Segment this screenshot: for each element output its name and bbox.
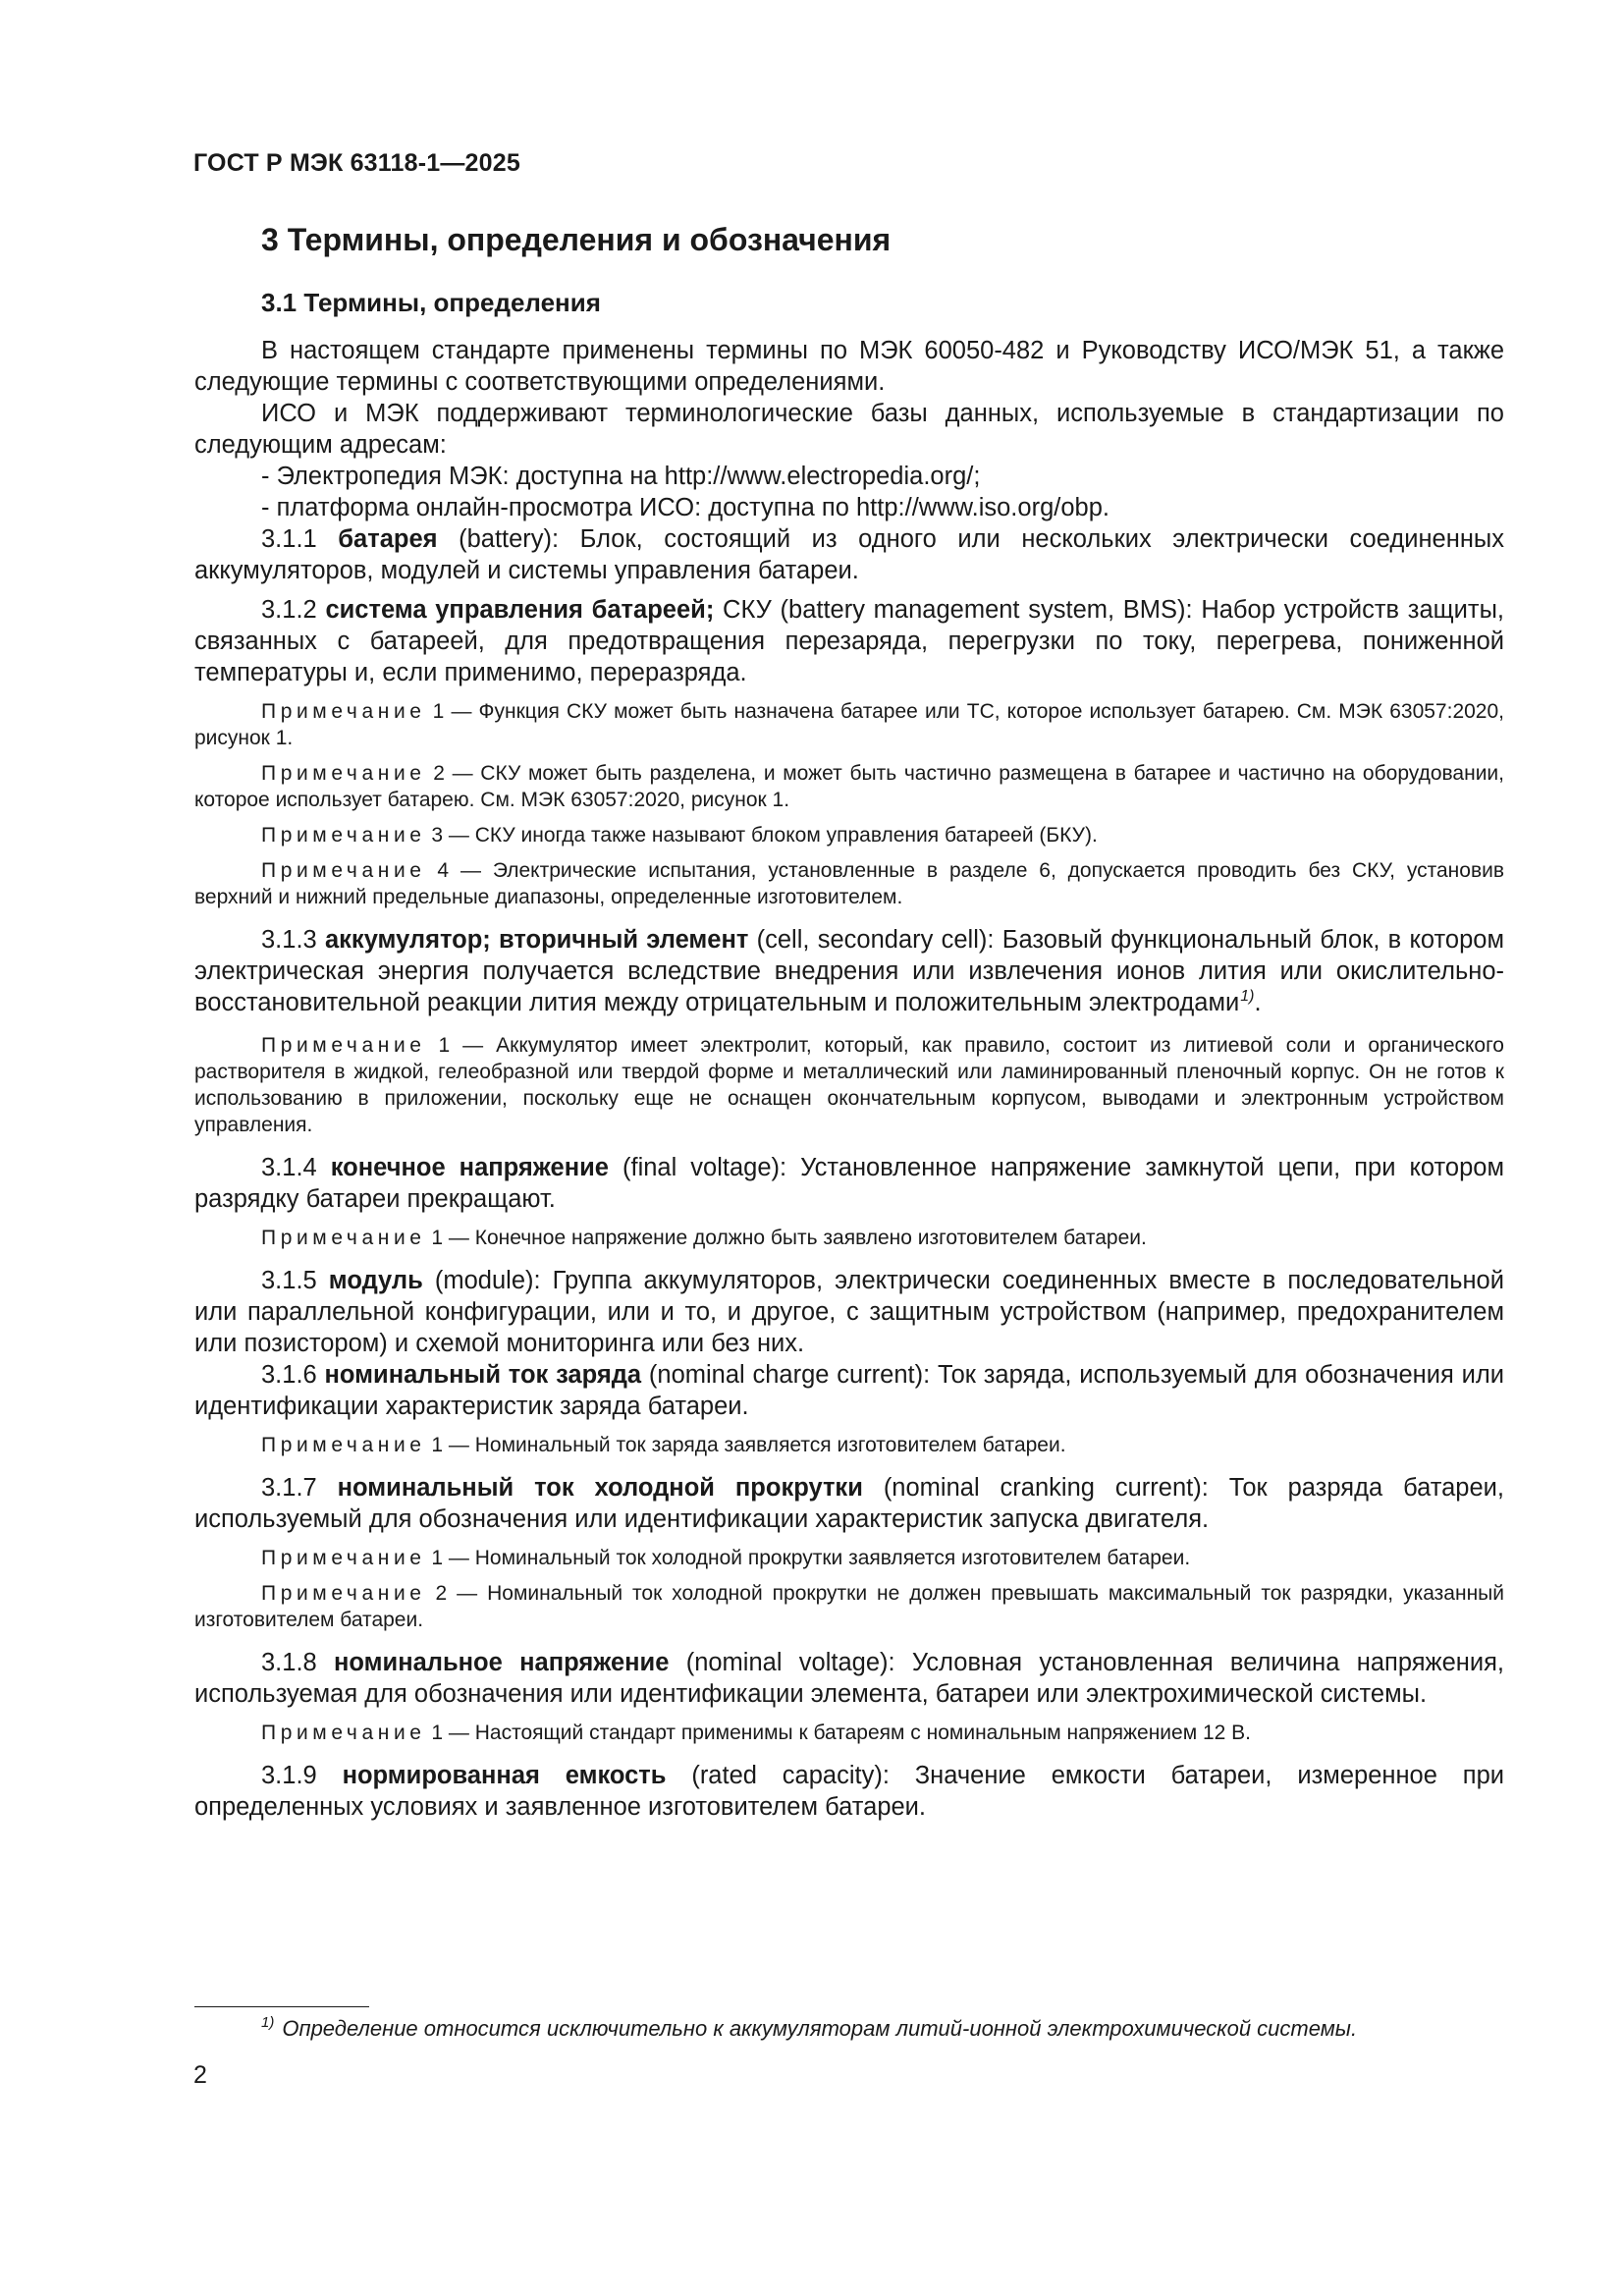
note — [194, 857, 1504, 910]
note-label: Примечание — [261, 1034, 426, 1057]
term-number: 3.1.5 — [261, 1267, 329, 1294]
note-label: Примечание — [261, 762, 426, 785]
term-name: номинальное напряжение — [334, 1649, 670, 1676]
term-3-1-5 — [194, 1265, 1504, 1359]
term-number: 3.1.9 — [261, 1762, 343, 1789]
note-label: Примечание — [261, 1547, 426, 1569]
term-3-1-1 — [194, 523, 1504, 586]
term-definition: (nominal voltage): Условная установленная величина напряжения, используемая для обозначения или идентификации элемента, батареи или электрохимической системы. — [194, 1649, 1504, 1708]
note — [194, 1720, 1504, 1746]
note-text: 2 — Номинальный ток холодной прокрутки не должен превышать максимальный ток разрядки, указанный изготовителем батареи. — [194, 1582, 1504, 1631]
note-text: 1 — Номинальный ток холодной прокрутки заявляется изготовителем батареи. — [425, 1547, 1191, 1569]
note-text: 1 — Настоящий стандарт применимы к батареям с номинальным напряжением 12 В. — [425, 1722, 1252, 1744]
note-text: 1 — Номинальный ток заряда заявляется изготовителем батареи. — [425, 1434, 1066, 1456]
intro-list-item: - Электропедия МЭК: доступна на http://www.electropedia.org/; — [261, 463, 981, 490]
term-name: конечное напряжение — [330, 1154, 609, 1181]
note-text: 1 — Аккумулятор имеет электролит, который, как правило, состоит из литиевой соли и органического растворителя в жидкой, гелеобразной или твердой форме и металлический или ламинированный пленочный корпус. Он не готов к использованию в приложении, поскольку еще не оснащен окончательным корпусом, выводами и электронным устройством управления. — [194, 1034, 1504, 1136]
note-label: Примечание — [261, 700, 426, 723]
term-name: батарея — [338, 525, 438, 553]
term-3-1-2 — [194, 594, 1504, 688]
term-number: 3.1.6 — [261, 1361, 325, 1389]
note-text: 3 — СКУ иногда также называют блоком управления батареей (БКУ). — [425, 824, 1098, 847]
term-number: 3.1.2 — [261, 596, 326, 624]
intro-paragraph: В настоящем стандарте применены термины по МЭК 60050-482 и Руководству ИСО/МЭК 51, а также следующие термины с соответствующими определениями. — [194, 337, 1504, 396]
note — [194, 1432, 1504, 1458]
term-number: 3.1.1 — [261, 525, 339, 553]
term-3-1-8 — [194, 1647, 1504, 1710]
footnote-text: Определение относится исключительно к аккумуляторам литий-ионной электрохимической системы. — [282, 2016, 1358, 2041]
note — [194, 822, 1504, 848]
note — [194, 1580, 1504, 1633]
term-name: номинальный ток холодной прокрутки — [337, 1474, 863, 1502]
term-number: 3.1.4 — [261, 1154, 331, 1181]
note — [194, 1545, 1504, 1571]
term-name: номинальный ток заряда — [324, 1361, 642, 1389]
term-3-1-3 — [194, 924, 1504, 1022]
note-label: Примечание — [261, 1227, 426, 1249]
term-name: система управления батареей; — [325, 596, 715, 624]
note — [194, 1225, 1504, 1251]
intro-list-item: - платформа онлайн-просмотра ИСО: доступна по http://www.iso.org/obp. — [261, 494, 1109, 521]
note-label: Примечание — [261, 1434, 426, 1456]
term-definition: СКУ (battery management system, BMS): Набор устройств защиты, связанных с батареей, для предотвращения перезаряда, перегрузки по току, перегрева, пониженной температуры и, если применимо, переразряда. — [194, 596, 1504, 686]
intro-paragraph: ИСО и МЭК поддерживают терминологические базы данных, используемые в стандартизации по следующим адресам: — [194, 400, 1504, 459]
term-name: модуль — [328, 1267, 423, 1294]
footnote — [261, 2016, 1357, 2042]
term-3-1-6 — [194, 1359, 1504, 1422]
note-label: Примечание — [261, 859, 426, 882]
term-number: 3.1.3 — [261, 926, 325, 954]
term-name: нормированная емкость — [342, 1762, 667, 1789]
page-number: 2 — [193, 2061, 207, 2089]
term-name: аккумулятор; вторичный элемент — [324, 926, 749, 954]
note — [194, 1032, 1504, 1138]
main-content — [194, 335, 1504, 1823]
term-end: . — [1254, 989, 1262, 1016]
term-number: 3.1.8 — [261, 1649, 335, 1676]
term-3-1-9 — [194, 1760, 1504, 1823]
note-label: Примечание — [261, 1582, 426, 1605]
term-3-1-7 — [194, 1472, 1504, 1535]
note-text: 4 — Электрические испытания, установленные в разделе 6, допускается проводить без СКУ, установив верхний и нижний предельные диапазоны, определенные изготовителем. — [194, 859, 1504, 908]
term-number: 3.1.7 — [261, 1474, 338, 1502]
document-header: ГОСТ Р МЭК 63118-1—2025 — [193, 149, 520, 177]
term-definition: (battery): Блок, состоящий из одного или нескольких электрически соединенных аккумуляторов, модулей и системы управления батареи. — [194, 525, 1504, 584]
footnote-reference: 1) — [1240, 988, 1255, 1005]
term-3-1-4 — [194, 1152, 1504, 1215]
footnote-mark: 1) — [261, 2014, 275, 2031]
note — [194, 760, 1504, 813]
subsection-title: 3.1 Термины, определения — [261, 288, 601, 317]
note-label: Примечание — [261, 824, 426, 847]
term-definition: (cell, secondary cell): Базовый функциональный блок, в котором электрическая энергия получается вследствие внедрения или извлечения ионов лития или окислительно-восстановительной реакции лития между отрицательным и положительным электродами — [194, 926, 1504, 1016]
term-definition: (module): Группа аккумуляторов, электрически соединенных вместе в последовательной или параллельной конфигурации, или и то, и другое, с защитным устройством (например, предохранителем или позистором) и схемой мониторинга или без них. — [194, 1267, 1504, 1357]
note-text: 1 — Функция СКУ может быть назначена батарее или ТС, которое использует батарею. См. МЭК 63057:2020, рисунок 1. — [194, 700, 1504, 749]
term-definition: (rated capacity): Значение емкости батареи, измеренное при определенных условиях и заявленное изготовителем батареи. — [194, 1762, 1504, 1821]
term-definition: (nominal charge current): Ток заряда, используемый для обозначения или идентификации характеристик заряда батареи. — [194, 1361, 1504, 1420]
term-definition: (final voltage): Установленное напряжение замкнутой цепи, при котором разрядку батареи прекращают. — [194, 1154, 1505, 1213]
note-label: Примечание — [261, 1722, 426, 1744]
term-definition: (nominal cranking current): Ток разряда батареи, используемый для обозначения или идентификации характеристик запуска двигателя. — [194, 1474, 1504, 1533]
note — [194, 698, 1504, 751]
footnote-separator — [194, 2006, 369, 2007]
note-text: 1 — Конечное напряжение должно быть заявлено изготовителем батареи. — [425, 1227, 1147, 1249]
section-title: 3 Термины, определения и обозначения — [261, 222, 892, 257]
note-text: 2 — СКУ может быть разделена, и может быть частично размещена в батарее и частично на оборудовании, которое использует батарею. См. МЭК 63057:2020, рисунок 1. — [194, 762, 1504, 811]
